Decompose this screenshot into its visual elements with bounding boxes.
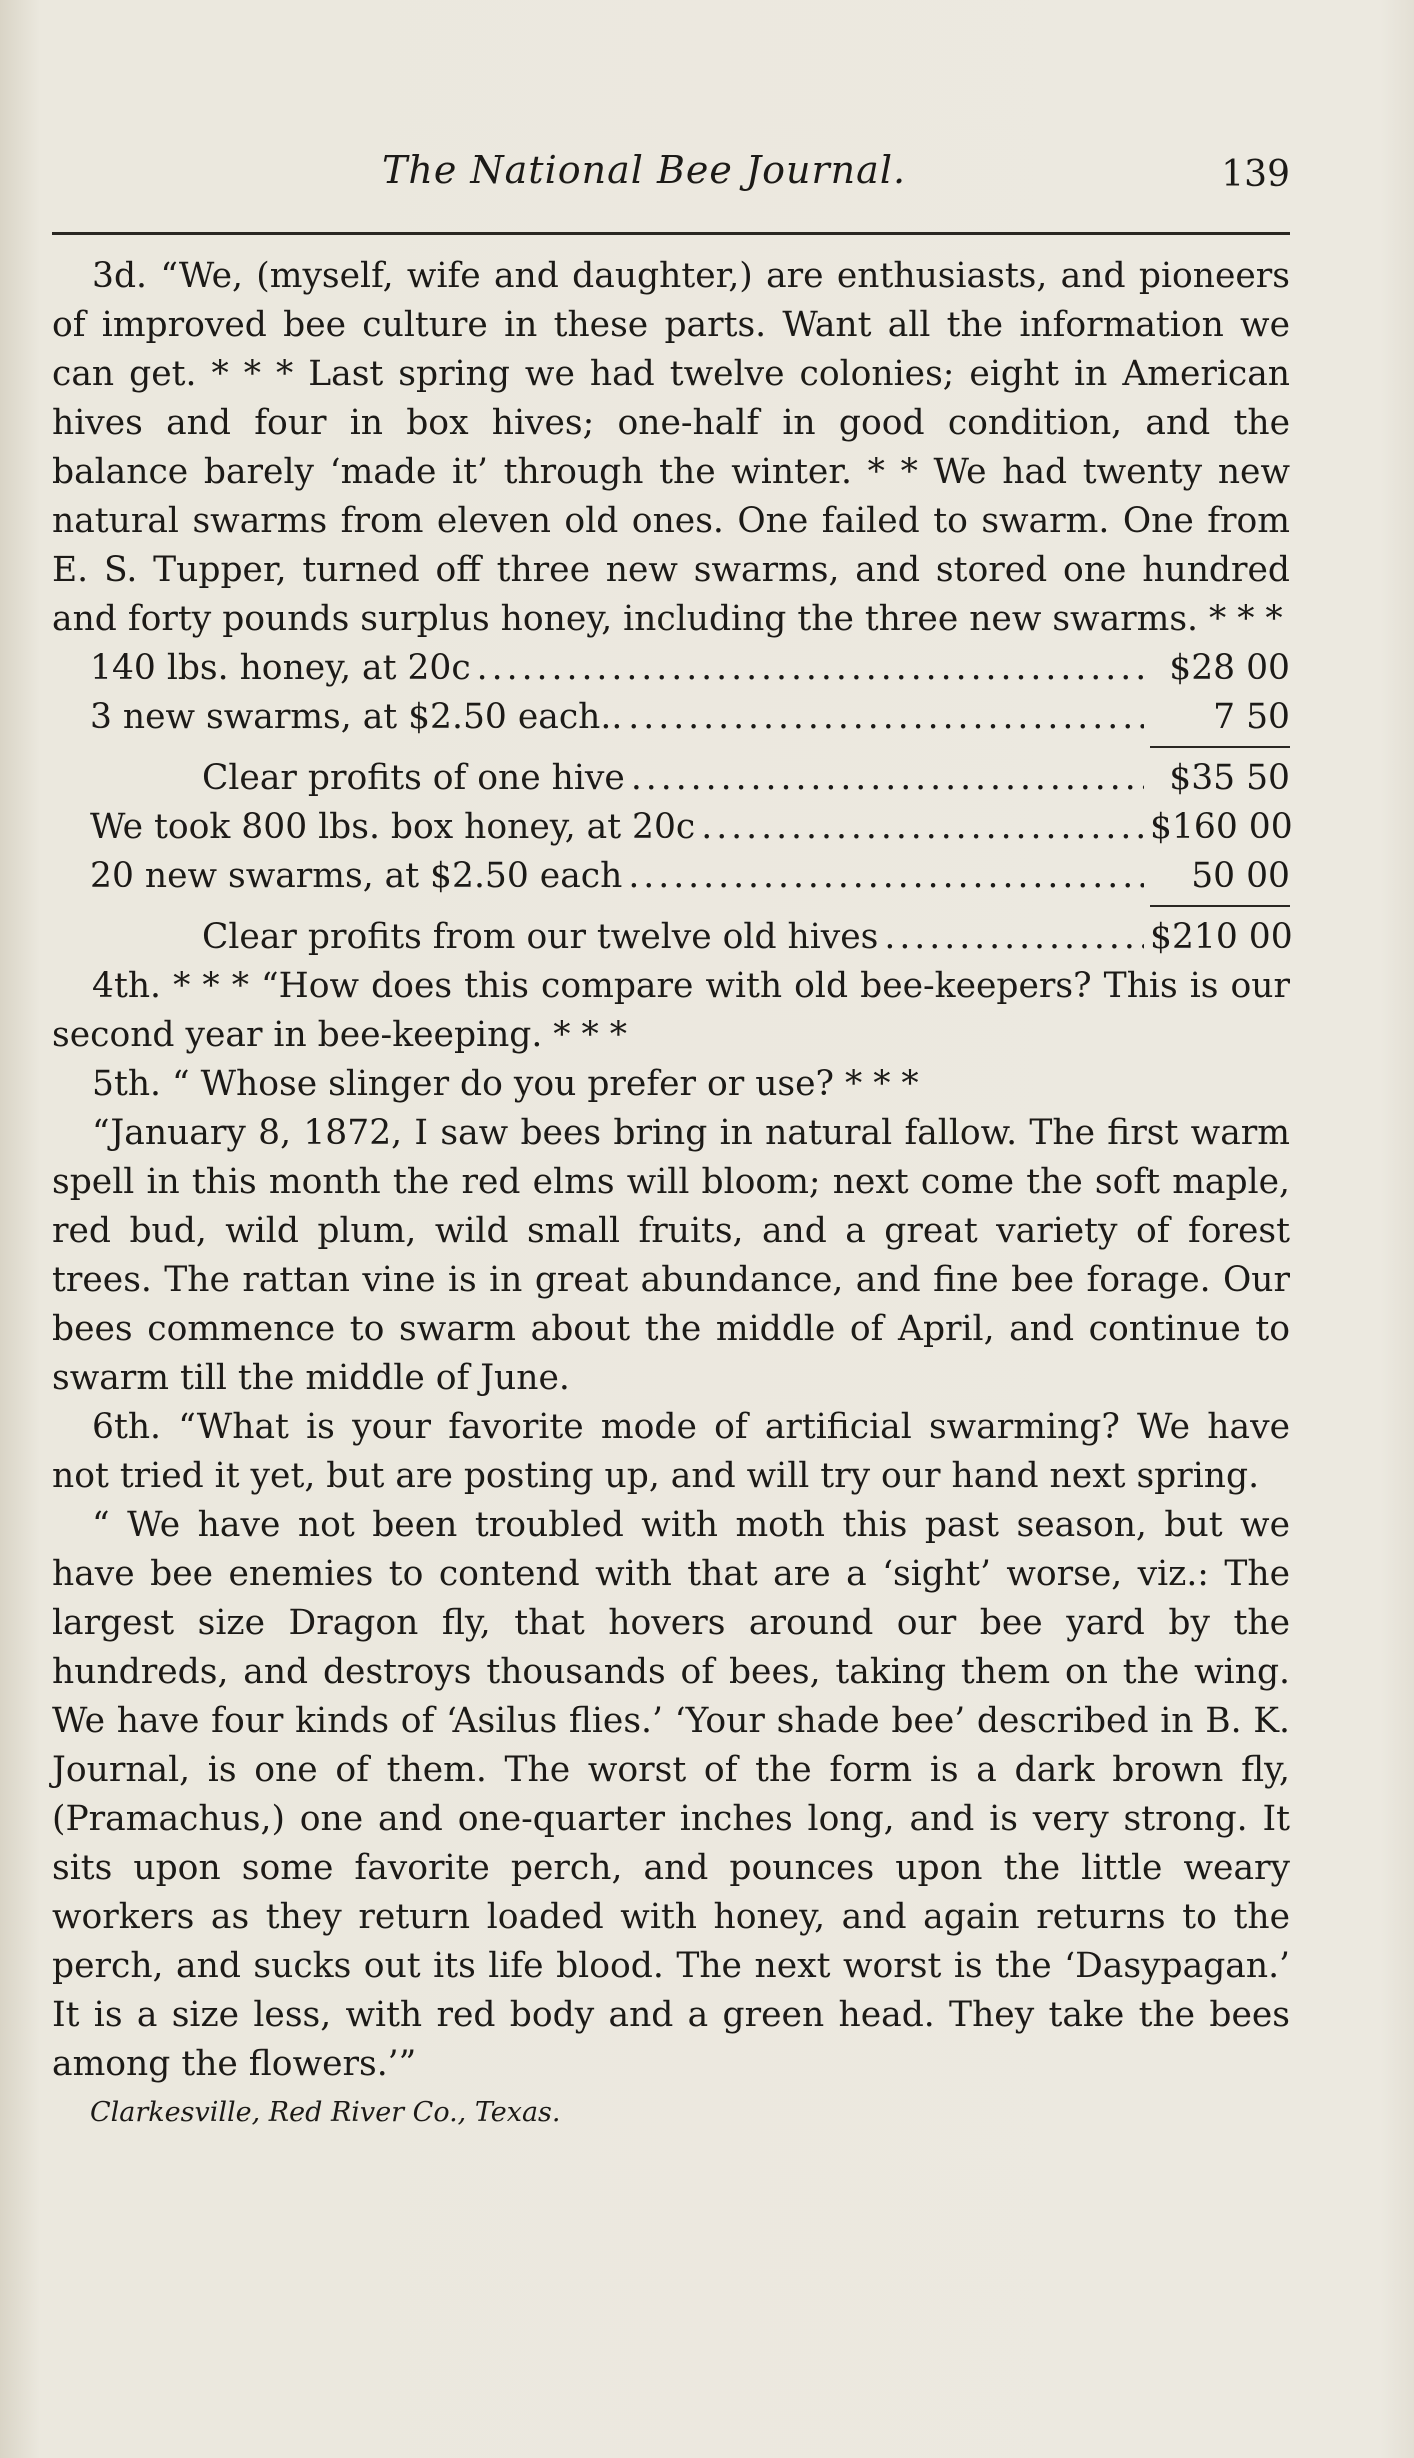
ledger-amount: 7 50 xyxy=(1213,697,1290,737)
paragraph-5th: 5th. “ Whose slinger do you prefer or use? * * * xyxy=(92,1064,919,1104)
paragraph-january: “January 8, 1872, I saw bees bring in natural fallow. The first warm spell in this month the red elms will bloom; next come the soft maple, red bud, wild plum, wild small fruits, and a great variety of forest trees. The rattan vine is in great abundance, and fine bee forage. Our bees commence to swarm about the middle of April, and continue to swarm till the middle of June. xyxy=(52,1113,1290,1398)
leader-dots xyxy=(631,754,1144,803)
sum-rule xyxy=(52,901,1290,913)
leader-dots xyxy=(701,803,1144,852)
leader-dots xyxy=(477,644,1144,693)
paragraph-3d: 3d. “We, (myself, wife and daughter,) are enthusiasts, and pioneers of improved bee culture in these parts. Want all the information we can get. * * * Last spring we had twelve colonies; eight in American hives and four in box hives; one-half in good condition, and the balance barely ‘made it’ through the winter. * * We had twenty new natural swarms from eleven old ones. One failed to swarm. One from E. S. Tupper, turned off three new swarms, and stored one hundred and forty pounds surplus honey, including the three new swarms. * * * xyxy=(52,256,1290,639)
ledger-total-row xyxy=(52,913,1293,962)
ledger-row xyxy=(52,852,1290,901)
ledger-row xyxy=(52,644,1290,693)
leader-dots xyxy=(884,913,1144,962)
paragraph-6th: 6th. “What is your favorite mode of artificial swarming? We have not tried it yet, but are posting up, and will try our hand next spring. xyxy=(52,1407,1290,1496)
ledger-label: 3 new swarms, at $2.50 each.. xyxy=(90,697,623,737)
ledger-label: 20 new swarms, at $2.50 each xyxy=(90,856,623,896)
ledger-amount: $35 50 xyxy=(1169,758,1290,798)
article-body xyxy=(52,252,1293,2133)
leader-dots xyxy=(628,852,1144,901)
page-header xyxy=(52,148,1290,228)
ledger-row xyxy=(52,693,1290,742)
ledger-label: Clear profits of one hive xyxy=(202,758,625,798)
signature-line: Clarkesville, Red River Co., Texas. xyxy=(90,2097,561,2128)
ledger-amount: $28 00 xyxy=(1169,648,1290,688)
ledger-label: We took 800 lbs. box honey, at 20c xyxy=(90,807,696,847)
ledger-amount: $210 00 xyxy=(1150,917,1293,957)
paragraph-bee-enemies: “ We have not been troubled with moth this past season, but we have bee enemies to contend with that are a ‘sight’ worse, viz.: The largest size Dragon fly, that hovers around our bee yard by the hundreds, and destroys thousands of bees, taking them on the wing. We have four kinds of ‘Asilus flies.’ ‘Your shade bee’ described in B. K. Journal, is one of them. The worst of the form is a dark brown fly, (Pramachus,) one and one-quarter inches long, and is very strong. It sits upon some favorite perch, and pounces upon the little weary workers as they return loaded with honey, and again returns to the perch, and sucks out its life blood. The next worst is the ‘Dasypagan.’ It is a size less, with red body and a green head. They take the bees among the flowers.’” xyxy=(52,1505,1290,2084)
ledger-label: Clear profits from our twelve old hives xyxy=(202,917,879,957)
ledger-total-row xyxy=(52,754,1290,803)
sum-rule xyxy=(52,742,1290,754)
page-number: 139 xyxy=(1221,154,1290,195)
header-rule xyxy=(52,232,1290,235)
ledger-row xyxy=(52,803,1293,852)
leader-dots xyxy=(628,693,1144,742)
running-title: The National Bee Journal. xyxy=(382,148,907,192)
paragraph-4th: 4th. * * * “How does this compare with old bee-keepers? This is our second year in bee-keeping. * * * xyxy=(52,966,1290,1055)
ledger-amount: $160 00 xyxy=(1150,807,1293,847)
ledger-amount: 50 00 xyxy=(1191,856,1290,896)
ledger-one-hive xyxy=(52,644,1293,962)
ledger-label: 140 lbs. honey, at 20c xyxy=(90,648,471,688)
